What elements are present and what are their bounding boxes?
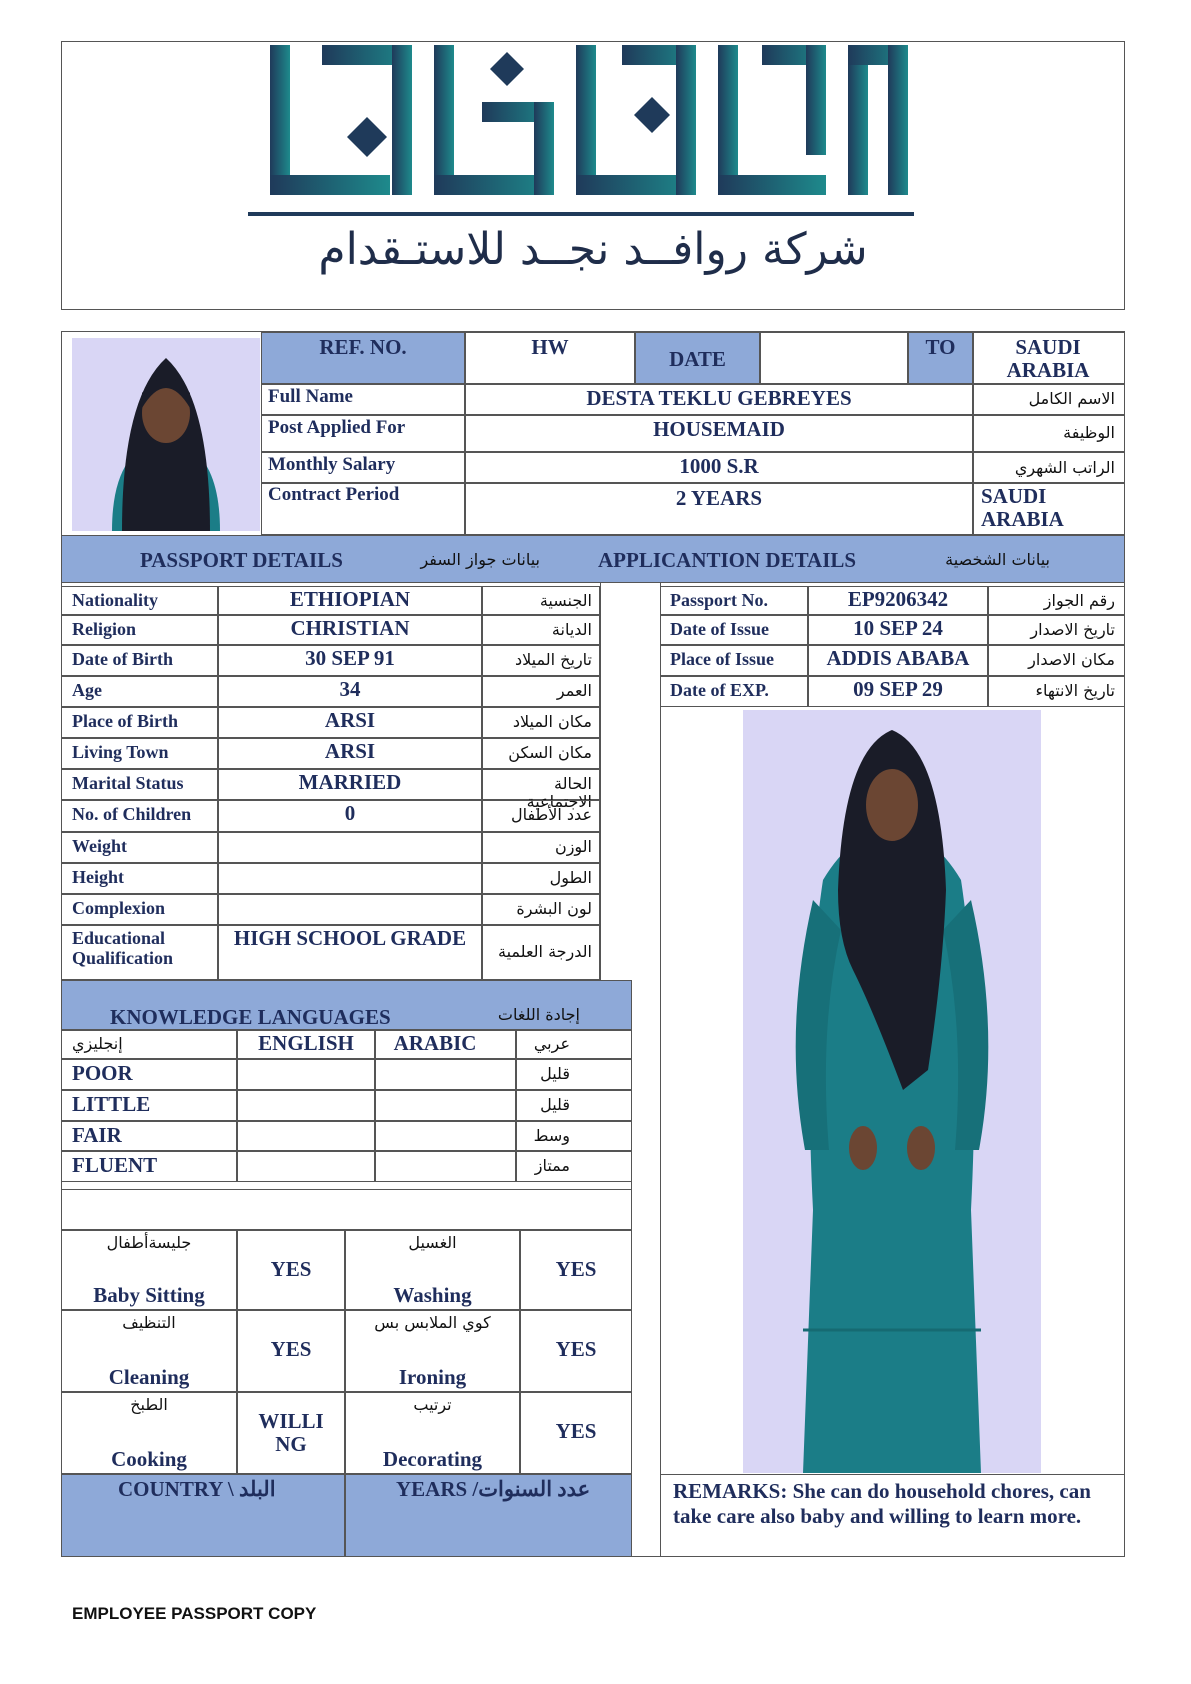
skill-value: YES [555, 1257, 597, 1281]
lang-level: LITTLE [72, 1092, 151, 1116]
ref-label: REF. NO. [319, 335, 407, 359]
skill-value: YES [555, 1419, 597, 1443]
experience-years-label: YEARS /عدد السنوات [396, 1477, 591, 1501]
personal-label-ar: مكان السكن [508, 743, 592, 762]
personal-value: 0 [344, 801, 356, 825]
skill-name-ar: كوي الملابس بس [374, 1313, 491, 1332]
passport-details-title-ar: بيانات جواز السفر [420, 550, 540, 569]
personal-value-cell [218, 832, 482, 863]
skill-name: Ironing [398, 1365, 467, 1389]
lang-level-ar: قليل [540, 1064, 570, 1083]
company-name-ar: شركة روافــد نجــد للاستـقدام [318, 224, 868, 275]
lang-english-cell [237, 1121, 375, 1151]
personal-label: Complexion [72, 898, 166, 918]
skill-name: Decorating [382, 1447, 483, 1471]
skill-value: YES [270, 1337, 312, 1361]
personal-label: Date of Birth [72, 649, 173, 669]
personal-label-ar: لون البشرة [516, 899, 592, 918]
skill-value: YES [555, 1337, 597, 1361]
personal-label-ar: العمر [556, 681, 592, 700]
personal-value-cell [218, 863, 482, 894]
lang-level-ar: ممتاز [534, 1156, 570, 1175]
personal-label-ar: الديانة [551, 620, 592, 639]
date-value-cell [760, 332, 908, 384]
skill-name-ar: ترتيب [413, 1395, 452, 1414]
post-ar: الوظيفة [1063, 423, 1115, 442]
personal-label: Nationality [72, 590, 159, 610]
personal-label: Weight [72, 836, 128, 856]
remarks-text: REMARKS: She can do household chores, can take care also baby and willing to learn more. [673, 1479, 1091, 1529]
passport-value: 10 SEP 24 [853, 616, 943, 640]
right-column-divider [660, 583, 661, 1557]
post-value: HOUSEMAID [653, 417, 785, 441]
lang-level-ar: قليل [540, 1095, 570, 1114]
passport-value: EP9206342 [847, 587, 949, 611]
personal-value: ARSI [324, 739, 376, 763]
experience-country-label: COUNTRY \ البلد [118, 1477, 276, 1501]
salary-ar: الراتب الشهري [1014, 458, 1115, 477]
lang-head-ar-right: عربي [533, 1034, 570, 1053]
salary-label: Monthly Salary [268, 454, 396, 475]
contract-label: Contract Period [268, 484, 400, 505]
skill-name: Baby Sitting [93, 1283, 205, 1307]
to-value: SAUDI ARABIA [1006, 335, 1090, 383]
lang-arabic-cell [375, 1090, 516, 1121]
personal-label: Height [72, 867, 124, 887]
blank-row [61, 1189, 632, 1230]
personal-label: Religion [72, 619, 137, 639]
applicant-photo-small [72, 338, 260, 531]
personal-label: No. of Children [72, 804, 192, 824]
fullname-value: DESTA TEKLU GEBREYES [586, 386, 852, 410]
personal-value: ETHIOPIAN [289, 587, 411, 611]
footer-label: EMPLOYEE PASSPORT COPY [72, 1604, 317, 1623]
passport-value: ADDIS ABABA [826, 646, 970, 670]
date-label: DATE [669, 347, 726, 371]
personal-value: ARSI [324, 708, 376, 732]
lang-english-cell [237, 1090, 375, 1121]
personal-label-ar: مكان الميلاد [512, 712, 592, 731]
contract-ar: SAUDI ARABIA [981, 484, 1064, 532]
skill-name-ar: الغسيل [408, 1233, 457, 1252]
passport-label: Date of Issue [670, 619, 769, 639]
personal-label: Age [72, 680, 102, 700]
skill-name-ar: جليسةأطفال [106, 1233, 192, 1252]
lang-english-cell [237, 1059, 375, 1090]
personal-label-ar: الجنسية [539, 591, 592, 610]
personal-label-ar: تاريخ الميلاد [515, 650, 592, 669]
skill-value: YES [270, 1257, 312, 1281]
personal-label: Marital Status [72, 773, 184, 793]
salary-value: 1000 S.R [679, 454, 759, 478]
skill-value: WILLI NG [258, 1409, 324, 1457]
skill-name-ar: التنظيف [122, 1313, 176, 1332]
lang-head-arabic: ARABIC [393, 1031, 477, 1055]
lang-head-english: ENGLISH [258, 1031, 354, 1055]
languages-title-ar: إجادة اللغات [497, 1005, 580, 1024]
skill-name-ar: الطبخ [130, 1395, 168, 1414]
skill-name: Cleaning [108, 1365, 190, 1389]
post-label: Post Applied For [268, 417, 406, 438]
skill-name: Cooking [111, 1447, 187, 1471]
personal-value: CHRISTIAN [290, 616, 410, 640]
applicant-photo-full [743, 710, 1041, 1473]
personal-value: MARRIED [298, 770, 402, 794]
passport-label-ar: تاريخ الانتهاء [1035, 681, 1115, 700]
application-details-title: APPLICANTION DETAILS [598, 548, 857, 572]
passport-details-title: PASSPORT DETAILS [140, 548, 343, 572]
personal-label-ar: الحالة الاجتماعية [526, 774, 592, 811]
fullname-label: Full Name [268, 386, 353, 407]
lang-level: FLUENT [72, 1153, 158, 1177]
passport-label-ar: مكان الاصدار [1028, 650, 1115, 669]
lang-head-ar-left: إنجليزي [72, 1034, 123, 1053]
personal-label: Place of Birth [72, 711, 178, 731]
languages-title: KNOWLEDGE LANGUAGES [110, 1005, 391, 1029]
personal-value: HIGH SCHOOL GRADE [233, 926, 467, 950]
personal-label-ar: الوزن [554, 837, 592, 856]
passport-label: Date of EXP. [670, 680, 769, 700]
lang-arabic-cell [375, 1121, 516, 1151]
passport-value: 09 SEP 29 [853, 677, 943, 701]
passport-label: Passport No. [670, 590, 768, 610]
lang-level: FAIR [72, 1123, 122, 1147]
personal-table-right-edge [600, 583, 601, 980]
lang-arabic-cell [375, 1059, 516, 1090]
personal-value-cell [218, 894, 482, 925]
lang-english-cell [237, 1151, 375, 1182]
personal-label: Living Town [72, 742, 169, 762]
passport-label-ar: رقم الجواز [1043, 591, 1115, 610]
passport-label-ar: تاريخ الاصدار [1030, 620, 1115, 639]
personal-label: Educational Qualification [72, 928, 174, 968]
lang-level: POOR [72, 1061, 133, 1085]
application-details-title-ar: بيانات الشخصية [945, 550, 1050, 569]
ref-value: HW [531, 335, 569, 359]
header-box [61, 41, 1125, 310]
lang-level-ar: وسط [533, 1126, 570, 1145]
personal-value: 30 SEP 91 [305, 646, 395, 670]
lang-arabic-cell [375, 1151, 516, 1182]
contract-value: 2 YEARS [675, 486, 763, 510]
personal-label-ar: عدد الأطفال [510, 805, 592, 824]
personal-label-ar: الطول [549, 868, 592, 887]
to-label: TO [925, 335, 956, 359]
personal-value: 34 [339, 677, 361, 701]
fullname-ar: الاسم الكامل [1028, 389, 1115, 408]
personal-label-ar: الدرجة العلمية [498, 942, 592, 961]
skill-name: Washing [393, 1283, 472, 1307]
passport-label: Place of Issue [670, 649, 774, 669]
